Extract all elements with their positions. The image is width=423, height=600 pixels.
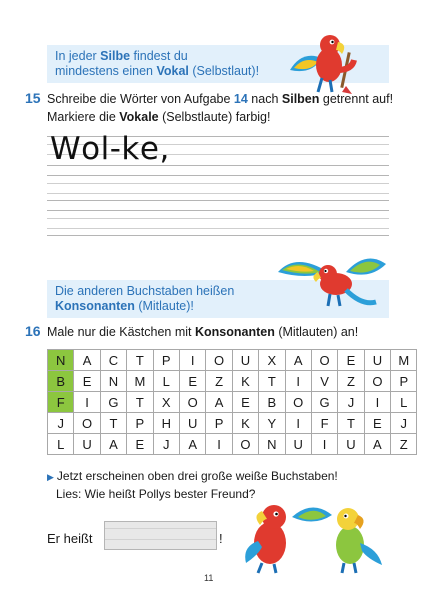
grid-cell[interactable]: I xyxy=(364,392,390,413)
grid-cell[interactable]: Z xyxy=(338,371,364,392)
vowel-mark-e: e xyxy=(139,131,160,167)
grid-cell[interactable]: E xyxy=(179,371,205,392)
grid-cell[interactable]: A xyxy=(74,350,100,371)
grid-cell[interactable]: I xyxy=(285,371,311,392)
grid-cell[interactable]: J xyxy=(48,413,74,434)
parrot-flying-illustration xyxy=(276,250,388,316)
tip1-highlight-vokal: Vokal xyxy=(156,64,189,78)
grid-cell[interactable]: O xyxy=(206,350,232,371)
grid-cell[interactable]: I xyxy=(74,392,100,413)
task16-instruction: Male nur die Kästchen mit Konsonanten (Mitlauten) an! xyxy=(47,325,359,339)
grid-cell[interactable]: U xyxy=(364,350,390,371)
task-number-16: 16 xyxy=(25,323,41,339)
grid-row xyxy=(48,371,417,392)
grid-cell[interactable]: P xyxy=(206,413,232,434)
grid-cell[interactable]: U xyxy=(232,350,258,371)
grid-cell[interactable]: A xyxy=(364,434,390,455)
grid-cell[interactable]: T xyxy=(338,413,364,434)
grid-cell[interactable]: P xyxy=(127,413,153,434)
grid-cell[interactable]: E xyxy=(232,392,258,413)
grid-cell[interactable]: P xyxy=(391,371,417,392)
grid-cell[interactable]: M xyxy=(127,371,153,392)
grid-cell[interactable]: J xyxy=(391,413,417,434)
grid-cell[interactable]: I xyxy=(179,350,205,371)
grid-cell[interactable]: J xyxy=(153,434,179,455)
grid-cell[interactable]: Z xyxy=(391,434,417,455)
grid-cell[interactable]: T xyxy=(259,371,285,392)
grid-cell[interactable]: O xyxy=(364,371,390,392)
answer-exclamation: ! xyxy=(219,531,223,546)
task-number-15: 15 xyxy=(25,90,41,106)
grid-cell[interactable]: A xyxy=(285,350,311,371)
tip1-highlight-silbe: Silbe xyxy=(100,49,131,63)
grid-cell[interactable]: B xyxy=(259,392,285,413)
grid-cell[interactable]: N xyxy=(48,350,74,371)
grid-cell[interactable]: P xyxy=(153,350,179,371)
grid-cell[interactable]: V xyxy=(311,371,337,392)
grid-cell[interactable]: G xyxy=(100,392,126,413)
grid-row xyxy=(48,413,417,434)
letter-grid xyxy=(47,349,417,455)
grid-cell[interactable]: B xyxy=(48,371,74,392)
vowel-mark-o: o xyxy=(81,131,101,167)
grid-cell[interactable]: X xyxy=(153,392,179,413)
grid-cell[interactable]: F xyxy=(311,413,337,434)
grid-cell[interactable]: O xyxy=(74,413,100,434)
grid-cell[interactable]: E xyxy=(364,413,390,434)
grid-cell[interactable]: O xyxy=(179,392,205,413)
grid-cell[interactable]: U xyxy=(179,413,205,434)
grid-cell[interactable]: E xyxy=(127,434,153,455)
grid-cell[interactable]: K xyxy=(232,371,258,392)
grid-row xyxy=(48,434,417,455)
grid-cell[interactable]: N xyxy=(259,434,285,455)
grid-cell[interactable]: L xyxy=(153,371,179,392)
page-number: 11 xyxy=(204,573,214,583)
grid-cell[interactable]: L xyxy=(391,392,417,413)
grid-cell[interactable]: X xyxy=(259,350,285,371)
grid-cell[interactable]: A xyxy=(100,434,126,455)
grid-cell[interactable]: Y xyxy=(259,413,285,434)
grid-cell[interactable]: U xyxy=(285,434,311,455)
grid-cell[interactable]: C xyxy=(100,350,126,371)
grid-cell[interactable]: F xyxy=(48,392,74,413)
task15-ref-number: 14 xyxy=(233,92,248,106)
grid-cell[interactable]: G xyxy=(311,392,337,413)
instruction-line2: Lies: Wie heißt Pollys bester Freund? xyxy=(56,487,256,501)
task15-line1: Schreibe die Wörter von Aufgabe 14 nach Silben getrennt auf! xyxy=(47,92,394,106)
triangle-bullet-icon: ▶ xyxy=(47,472,54,482)
grid-cell[interactable]: L xyxy=(48,434,74,455)
grid-cell[interactable]: E xyxy=(74,371,100,392)
grid-cell[interactable]: J xyxy=(338,392,364,413)
grid-cell[interactable]: A xyxy=(206,392,232,413)
grid-cell[interactable]: M xyxy=(391,350,417,371)
grid-cell[interactable]: I xyxy=(311,434,337,455)
grid-cell[interactable]: I xyxy=(285,413,311,434)
task15-instruction xyxy=(47,90,397,126)
grid-cell[interactable]: T xyxy=(127,392,153,413)
grid-row xyxy=(48,350,417,371)
tip2-line2: Konsonanten (Mitlaute)! xyxy=(55,299,194,313)
parrot-painter-illustration xyxy=(282,30,372,95)
writing-line-1[interactable] xyxy=(47,175,389,201)
grid-cell[interactable]: N xyxy=(100,371,126,392)
grid-cell[interactable]: U xyxy=(74,434,100,455)
task16-bold-konsonanten: Konsonanten xyxy=(195,325,275,339)
tip2-line1: Die anderen Buchstaben heißen xyxy=(55,284,235,298)
tip2-highlight-konsonanten: Konsonanten xyxy=(55,299,135,313)
grid-cell[interactable]: O xyxy=(311,350,337,371)
task15-bold-silben: Silben xyxy=(281,92,320,106)
grid-cell[interactable]: T xyxy=(100,413,126,434)
grid-cell[interactable]: A xyxy=(179,434,205,455)
grid-row xyxy=(48,392,417,413)
answer-input[interactable] xyxy=(104,521,217,550)
grid-cell[interactable]: K xyxy=(232,413,258,434)
grid-cell[interactable]: U xyxy=(338,434,364,455)
grid-cell[interactable]: H xyxy=(153,413,179,434)
grid-cell[interactable]: E xyxy=(338,350,364,371)
grid-cell[interactable]: Z xyxy=(206,371,232,392)
two-parrots-illustration xyxy=(232,497,392,575)
tip1-line2: mindestens einen Vokal (Selbstlaut)! xyxy=(55,64,260,78)
task15-bold-vokale: Vokale xyxy=(119,110,159,124)
instruction-line1: ▶ Jetzt erscheinen oben drei große weiße Buchstaben! xyxy=(47,469,338,483)
grid-cell[interactable]: T xyxy=(127,350,153,371)
grid-cell[interactable]: I xyxy=(206,434,232,455)
tip1-line1: In jeder Silbe findest du xyxy=(55,49,188,63)
answer-label: Er heißt xyxy=(47,531,93,546)
task15-line2: Markiere die Vokale (Selbstlaute) farbig! xyxy=(47,110,271,124)
grid-cell[interactable]: O xyxy=(285,392,311,413)
grid-cell[interactable]: O xyxy=(232,434,258,455)
example-word-wolke: Wol-ke, xyxy=(50,131,170,167)
writing-line-2[interactable] xyxy=(47,210,389,236)
